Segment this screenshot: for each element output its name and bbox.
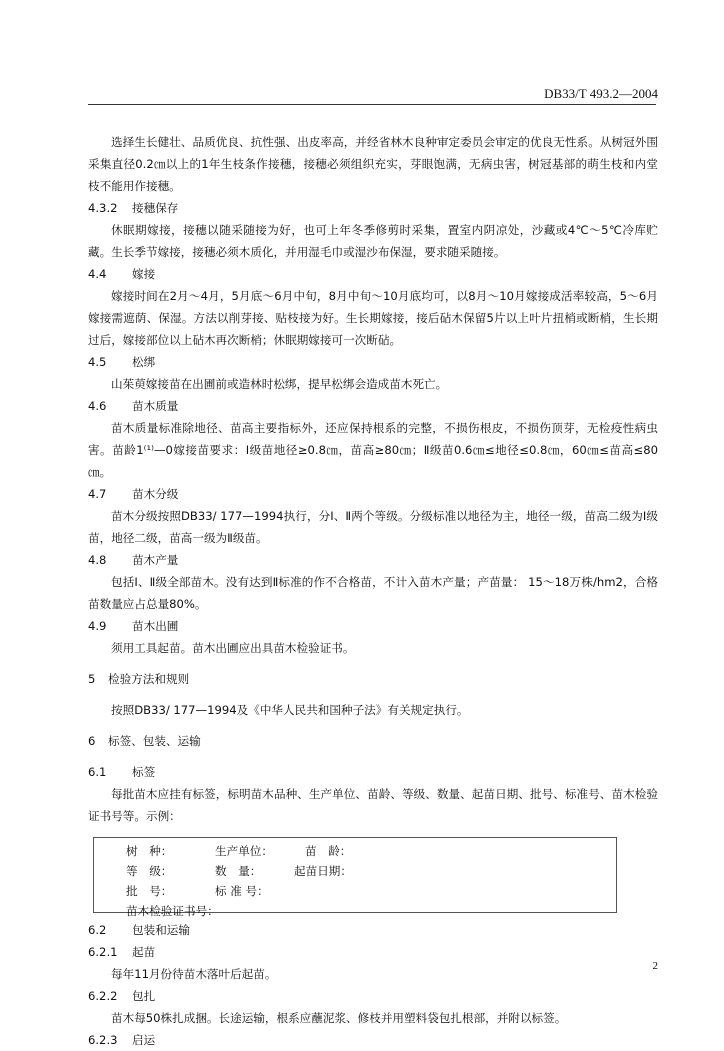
section-title: 苗木分级 xyxy=(132,487,179,501)
label-grade: 等 级： xyxy=(126,864,173,878)
section-number: 6.2.3 xyxy=(88,1033,118,1047)
heading-6-1 xyxy=(88,761,658,783)
section-title: 苗木出圃 xyxy=(132,619,179,633)
section-number: 6.1 xyxy=(88,765,107,779)
section-title: 标签 xyxy=(132,765,156,779)
paragraph-scion-selection: 选择生长健壮、品质优良、抗性强、出皮率高，并经省林木良种审定委员会审定的优良无性系。从树冠外围采集直径0.2㎝以上的1年生枝条作接穗，接穗必须组织充实，芽眼饱满，无病虫害，树冠基部的萌生枝和内堂枝不能用作接穗。 xyxy=(88,135,658,193)
section-number: 4.4 xyxy=(88,267,107,281)
label-age: 苗 龄： xyxy=(305,844,352,858)
heading-4-3-2 xyxy=(88,197,658,219)
heading-5 xyxy=(88,668,658,690)
header-rule xyxy=(88,104,656,105)
section-number: 6.2.2 xyxy=(88,989,118,1003)
section-title: 接穗保存 xyxy=(132,201,179,215)
paragraph-grading: 苗木分级按照DB33/ 177—1994执行，分Ⅰ、Ⅱ两个等级。分级标准以地径为主，地径一级，苗高二级为Ⅰ级苗，地径二级，苗高一级为Ⅱ级苗。 xyxy=(88,509,658,545)
label-example-box xyxy=(93,837,617,918)
heading-6-2-1 xyxy=(88,941,658,963)
heading-6-2-3 xyxy=(88,1029,658,1051)
paragraph-scion-storage: 休眠期嫁接，接穗以随采随接为好，也可上年冬季修剪时采集，置室内阴凉处，沙藏或4℃～5℃冷库贮藏。生长季节嫁接，接穗必须木质化，并用湿毛巾或湿沙布保湿，要求随采随接。 xyxy=(88,223,658,259)
section-number: 4.5 xyxy=(88,355,107,369)
heading-4-5 xyxy=(88,351,658,373)
section-number: 5 xyxy=(88,672,96,686)
section-number: 4.6 xyxy=(88,399,107,413)
section-number: 6.2.1 xyxy=(88,945,118,959)
page-number: 2 xyxy=(652,960,658,972)
section-title: 包装和运输 xyxy=(132,923,190,937)
section-number: 6 xyxy=(88,734,96,748)
section-number: 4.3.2 xyxy=(88,201,118,215)
label-row xyxy=(94,901,616,921)
paragraph-yield: 包括Ⅰ、Ⅱ级全部苗木。没有达到Ⅱ标准的作不合格苗，不计入苗木产量；产苗量： 15～18万株/hm2，合格苗数量应占总量80%。 xyxy=(88,575,658,611)
section-title: 启运 xyxy=(132,1033,156,1047)
heading-4-9 xyxy=(88,615,658,637)
label-producer: 生产单位： xyxy=(215,844,273,858)
heading-4-8 xyxy=(88,549,658,571)
heading-4-7 xyxy=(88,483,658,505)
label-standard: 标 准 号： xyxy=(215,884,269,898)
paragraph-inspection: 按照DB33/ 177—1994及《中华人民共和国种子法》有关规定执行。 xyxy=(111,703,469,717)
paragraph-grafting: 嫁接时间在2月～4月，5月底～6月中旬，8月中旬～10月底均可，以8月～10月嫁接成活率较高，5～6月嫁接需遮荫、保湿。方法以削芽接、贴枝接为好。生长期嫁接，接后砧木保留5片以上叶片扭梢或断梢，生长期过后，嫁接部位以上砧木再次断梢；休眠期嫁接可一次断砧。 xyxy=(88,289,658,347)
section-title: 起苗 xyxy=(132,945,156,959)
paragraph-bundling: 苗木每50株扎成捆。长途运输，根系应蘸泥浆、修枝并用塑料袋包扎根部，并附以标签。 xyxy=(111,1011,567,1025)
label-batch: 批 号： xyxy=(126,884,173,898)
paragraph-nursery-out: 须用工具起苗。苗木出圃应出具苗木检验证书。 xyxy=(111,641,355,655)
section-number: 4.7 xyxy=(88,487,107,501)
paragraph-label: 每批苗木应挂有标签，标明苗木品种、生产单位、苗龄、等级、数量、起苗日期、批号、标准号、苗木检验证书号等。示例： xyxy=(88,787,658,823)
heading-4-4 xyxy=(88,263,658,285)
heading-6-2 xyxy=(88,919,658,941)
section-title: 苗木产量 xyxy=(132,553,179,567)
section-title: 嫁接 xyxy=(132,267,156,281)
paragraph-quality: 苗木质量标准除地径、苗高主要指标外，还应保持根系的完整，不损伤根皮，不损伤顶芽，无检疫性病虫害。苗龄1⁽¹⁾—0嫁接苗要求：Ⅰ级苗地径≥0.8㎝，苗高≥80㎝；Ⅱ级苗0.6㎝≤地径≤0.8㎝，60㎝≤苗高≤80㎝。 xyxy=(88,421,658,479)
label-quantity: 数 量： xyxy=(215,864,262,878)
heading-6 xyxy=(88,730,658,752)
section-title: 松绑 xyxy=(132,355,156,369)
label-lift-date: 起苗日期： xyxy=(294,864,352,878)
label-cert-no: 苗木检验证书号： xyxy=(126,904,219,918)
section-number: 6.2 xyxy=(88,923,107,937)
document-code: DB33/T 493.2—2004 xyxy=(544,86,658,101)
label-row xyxy=(94,881,616,901)
section-number: 4.8 xyxy=(88,553,107,567)
section-number: 4.9 xyxy=(88,619,107,633)
section-title: 苗木质量 xyxy=(132,399,179,413)
document-body xyxy=(88,131,658,1051)
heading-4-6 xyxy=(88,395,658,417)
heading-6-2-2 xyxy=(88,985,658,1007)
label-row xyxy=(94,841,616,861)
paragraph-lifting: 每年11月份待苗木落叶后起苗。 xyxy=(111,967,277,981)
label-species: 树 种： xyxy=(126,844,173,858)
section-title: 标签、包装、运输 xyxy=(108,734,201,748)
paragraph-untie: 山茱萸嫁接苗在出圃前或造林时松绑，提早松绑会造成苗木死亡。 xyxy=(111,377,448,391)
label-row xyxy=(94,861,616,881)
section-title: 检验方法和规则 xyxy=(108,672,190,686)
section-title: 包扎 xyxy=(132,989,156,1003)
